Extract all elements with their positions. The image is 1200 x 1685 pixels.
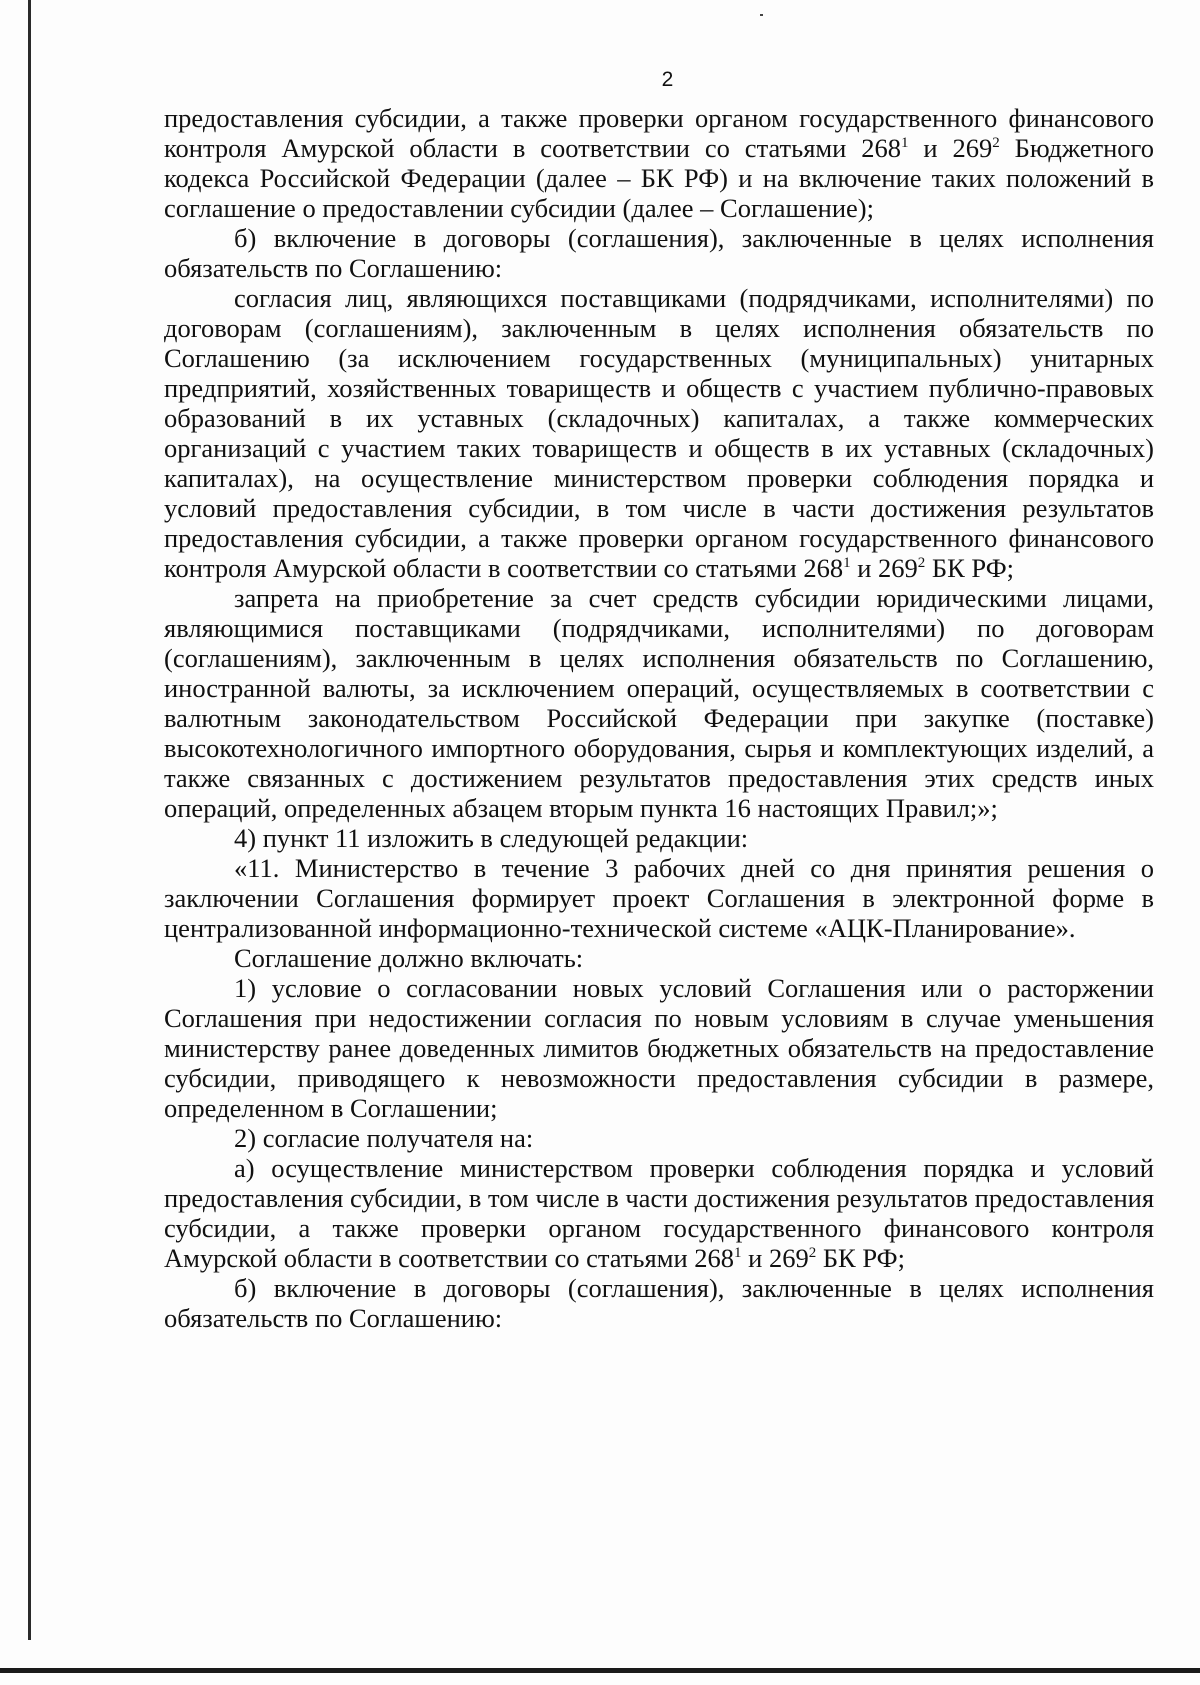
superscript: 1: [843, 555, 851, 571]
paragraph: [164, 1153, 1154, 1273]
scan-bottom-edge: [0, 1668, 1200, 1673]
text-run: Бюджетного кодекса Российской Федерации (далее – БК РФ) и на включение таких положений в соглашение о предоставлении субсидии (далее – Соглашение);: [164, 133, 1154, 223]
text-run: б) включение в договоры (соглашения), заключенные в целях исполнения обязательств по Соглашению:: [164, 223, 1154, 283]
paragraph: [164, 1273, 1154, 1333]
superscript: 1: [901, 135, 909, 151]
text-run: предоставления субсидии, а также проверки органом государственного финансового контроля Амурской области в соответствии со статьями 268: [164, 103, 1154, 163]
text-run: БК РФ;: [816, 1243, 905, 1273]
text-run: и 269: [908, 133, 993, 163]
text-run: 1) условие о согласовании новых условий Соглашения или о расторжении Соглашения при недостижении согласия по новым условиям в случае уменьшения министерству ранее доведенных лимитов бюджетных обязательств на предоставление субсидии, приводящего к невозможности предоставления субсидии в размере, определенном в Соглашении;: [164, 973, 1154, 1123]
paragraph: [164, 973, 1154, 1123]
text-run: а) осуществление министерством проверки соблюдения порядка и условий предоставления субсидии, в том числе в части достижения результатов предоставления субсидии, а также проверки органом государственного финансового контроля Амурской области в соответствии со статьями 268: [164, 1153, 1155, 1273]
text-run: б) включение в договоры (соглашения), заключенные в целях исполнения обязательств по Соглашению:: [164, 1273, 1154, 1333]
text-run: и 269: [741, 1243, 809, 1273]
text-run: запрета на приобретение за счет средств субсидии юридическими лицами, являющимися поставщиками (подрядчиками, исполнителями) по договорам (соглашениям), заключенным в целях исполнения обязательств по Соглашению, иностранной валюты, за исключением операций, осуществляемых в соответствии с валютным законодательством Российской Федерации при закупке (поставке) высокотехнологичного импортного оборудования, сырья и комплектующих изделий, а также связанных с достижением результатов предоставления этих средств иных операций, определенных абзацем вторым пункта 16 настоящих Правил;»;: [164, 583, 1154, 823]
superscript: 2: [808, 1245, 817, 1261]
text-run: согласия лиц, являющихся поставщиками (подрядчиками, исполнителями) по договорам (соглашениям), заключенным в целях исполнения обязательств по Соглашению (за исключением государственных (муниципальных) унитарных предприятий, хозяйственных товариществ и обществ с участием публично-правовых образований в их уставных (складочных) капиталах, а также коммерческих организаций с участием таких товариществ и обществ в их уставных (складочных) капиталах), на осуществление министерством проверки соблюдения порядка и условий предоставления субсидии, в том числе в части достижения результатов предоставления субсидии, а также проверки органом государственного финансового контроля Амурской области в соответствии со статьями 268: [164, 283, 1154, 583]
text-run: Соглашение должно включать:: [234, 943, 584, 973]
scan-speck: [760, 14, 763, 16]
text-run: 4) пункт 11 изложить в следующей редакции:: [234, 823, 749, 853]
page-number: 2: [661, 68, 674, 91]
paragraph: [164, 823, 1154, 853]
superscript: 2: [917, 555, 926, 571]
paragraph: [164, 853, 1154, 943]
text-run: и 269: [850, 553, 918, 583]
paragraph: [164, 283, 1154, 583]
text-run: БК РФ;: [925, 553, 1014, 583]
superscript: 1: [734, 1245, 742, 1261]
text-run: 2) согласие получателя на:: [234, 1123, 534, 1153]
paragraph: [164, 223, 1154, 283]
scan-left-edge: [28, 0, 31, 1640]
paragraph: [164, 943, 1154, 973]
paragraph: [164, 103, 1154, 223]
paragraph: [164, 1123, 1154, 1153]
document-body: [164, 103, 1154, 1333]
superscript: 2: [992, 135, 1000, 151]
text-run: «11. Министерство в течение 3 рабочих дней со дня принятия решения о заключении Соглашения формирует проект Соглашения в электронной форме в централизованной информационно-технической системе «АЦК-Планирование».: [164, 853, 1154, 943]
paragraph: [164, 583, 1154, 823]
